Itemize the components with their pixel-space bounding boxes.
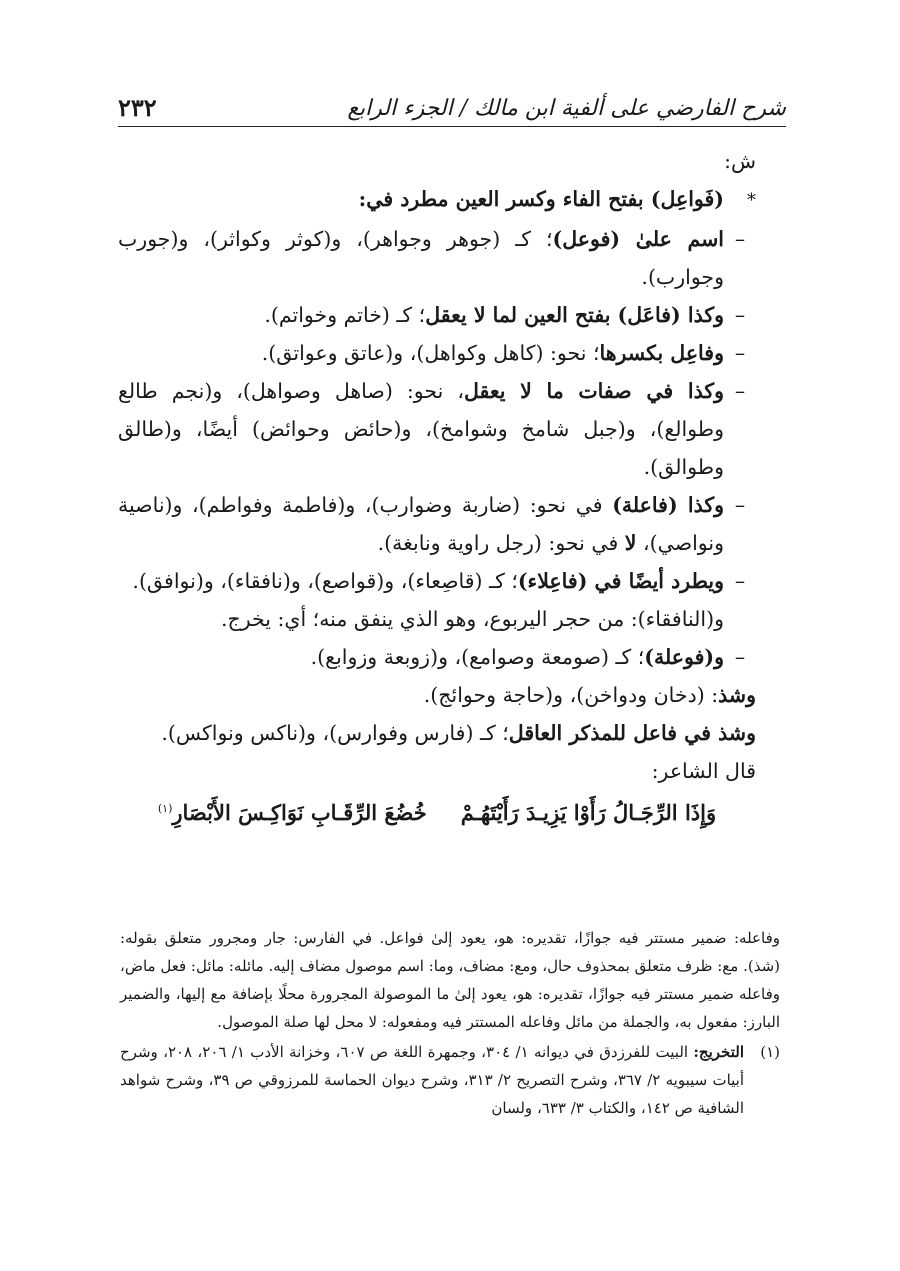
list-item xyxy=(118,638,756,676)
list-item xyxy=(118,220,756,296)
footnote-1 xyxy=(120,1038,780,1122)
verse-hemistich-1: وَإِذَا الرِّجَـالُ رَأَوْا يَزِيـدَ رَأَيْتَهُـمْ xyxy=(460,800,717,825)
item-bold: ويطرد أيضًا في (فاعِلاء) xyxy=(517,569,724,593)
shadh-rest: : (دخان ودواخن)، و(حاجة وحوائج). xyxy=(423,683,719,707)
asterisk-icon: * xyxy=(747,190,756,211)
item-bold: لا xyxy=(624,531,637,555)
footnote-text: البيت للفرزدق في ديوانه ١/ ٣٠٤، وجمهرة اللغة ص ٦٠٧، وخزانة الأدب ١/ ٢٠٦، ٢٠٨، وشرح أبيات سيبويه ٢/ ٣٦٧، وشرح التصريح ٢/ ٣١٣، وشرح ديوان الحماسة للمرزوقي ص ٣٩، وشرح شواهد الشافية ص ١٤٢، والكتاب ٣/ ٦٣٣، ولسان xyxy=(120,1043,745,1117)
shadh-bold: وشذ في فاعل للمذكر العاقل xyxy=(508,721,756,745)
item-rest: ، نحو: (صاهل وصواهل)، و(نجم طالع وطوالع)، و(جبل شامخ وشوامخ)، و(حائض وحوائض) أيضًا، و(طالق وطوالق). xyxy=(118,379,724,479)
footnotes xyxy=(120,924,780,1122)
item-rest: ؛ كـ (قاصِعاء)، و(قواصع)، و(نافقاء)، و(نوافق). xyxy=(132,569,518,593)
dash-bullet: – xyxy=(734,569,746,593)
footnote-label: التخريج: xyxy=(693,1043,744,1061)
item-bold: وكذا (فاعَل) بفتح العين لما لا يعقل xyxy=(425,303,724,327)
dash-bullet: – xyxy=(734,303,746,327)
item-bold: وكذا (فاعلة) xyxy=(612,493,724,517)
poetry-verse xyxy=(118,790,756,832)
page-header xyxy=(118,70,786,120)
header-rule xyxy=(118,126,786,127)
shadh-line xyxy=(118,676,756,714)
item-bold: وفاعِل بكسرها xyxy=(599,341,724,365)
list-item xyxy=(118,334,756,372)
nafiqa-note: و(النافقاء): من حجر اليربوع، وهو الذي ينفق منه؛ أي: يخرج. xyxy=(221,607,724,631)
item-rest: ؛ كـ (صومعة وصوامع)، و(زوبعة وزوابع). xyxy=(310,645,645,669)
shadh-rest: ؛ كـ (فارس وفوارس)، و(ناكس ونواكس). xyxy=(161,721,509,745)
item-rest: في نحو: (رجل راوية ونابغة). xyxy=(377,531,625,555)
irab-note: وفاعله: ضمير مستتر فيه جوازًا، تقديره: هو، يعود إلىٰ فواعل. في الفارس: جار ومجرور متعلق بقوله: (شذ). مع: ظرف متعلق بمحذوف حال، ومع: مضاف، وما: اسم موصول مضاف إليه. مائله: مائل: فعل ماض، وفاعله ضمير مستتر فيه جوازًا، تقديره: هو، يعود إلىٰ ما الموصولة المجرورة محلًا بإضافة مع إليها، والضمير البارز: مفعول به، والجملة من مائل وفاعله المستتر فيه ومفعوله: لا محل لها صلة الموصول. xyxy=(120,929,780,1031)
item-bold: اسم علىٰ (فوعل) xyxy=(552,227,724,251)
list-item xyxy=(118,296,756,334)
dash-bullet: – xyxy=(734,341,746,365)
dash-bullet: – xyxy=(734,379,746,403)
verse-hemistich-2: خُضُعَ الرِّقَـابِ نَوَاكِـسَ الأَبْصَارِ xyxy=(172,800,427,825)
footnote-number: (١) xyxy=(760,1043,780,1061)
item-rest: ؛ كـ (جوهر وجواهر)، و(كوثر وكواثر)، و(جورب وجوارب). xyxy=(118,227,724,289)
running-title: شرح الفارضي على ألفية ابن مالك / الجزء الرابع xyxy=(347,96,786,121)
dash-bullet: – xyxy=(734,493,746,517)
shadh-bold: وشذ xyxy=(718,683,756,707)
dash-bullet: – xyxy=(734,645,746,669)
footnote-ref[interactable]: (١) xyxy=(157,802,173,815)
item-bold: وكذا في صفات ما لا يعقل xyxy=(463,379,724,403)
section-heading xyxy=(118,180,756,220)
item-rest: ؛ نحو: (كاهل وكواهل)، و(عاتق وعواتق). xyxy=(261,341,600,365)
main-text xyxy=(118,142,756,832)
dash-bullet: – xyxy=(734,227,746,251)
poet-intro: قال الشاعر: xyxy=(651,759,756,783)
list-item xyxy=(118,562,756,600)
sharh-label: ش: xyxy=(724,149,756,173)
item-rest: ؛ كـ (خاتم وخواتم). xyxy=(264,303,426,327)
heading-text: (فَواعِل) بفتح الفاء وكسر العين مطرد في: xyxy=(358,187,724,211)
item-bold: و(فوعلة) xyxy=(644,645,724,669)
list-item xyxy=(118,372,756,486)
page-number: ٢٣٢ xyxy=(118,93,157,122)
item-rest: في نحو: (ضاربة وضوارب)، و(فاطمة وفواطم)، و(ناصية ونواصي)، xyxy=(118,493,724,555)
list-item xyxy=(118,486,756,562)
shadh-line xyxy=(118,714,756,752)
